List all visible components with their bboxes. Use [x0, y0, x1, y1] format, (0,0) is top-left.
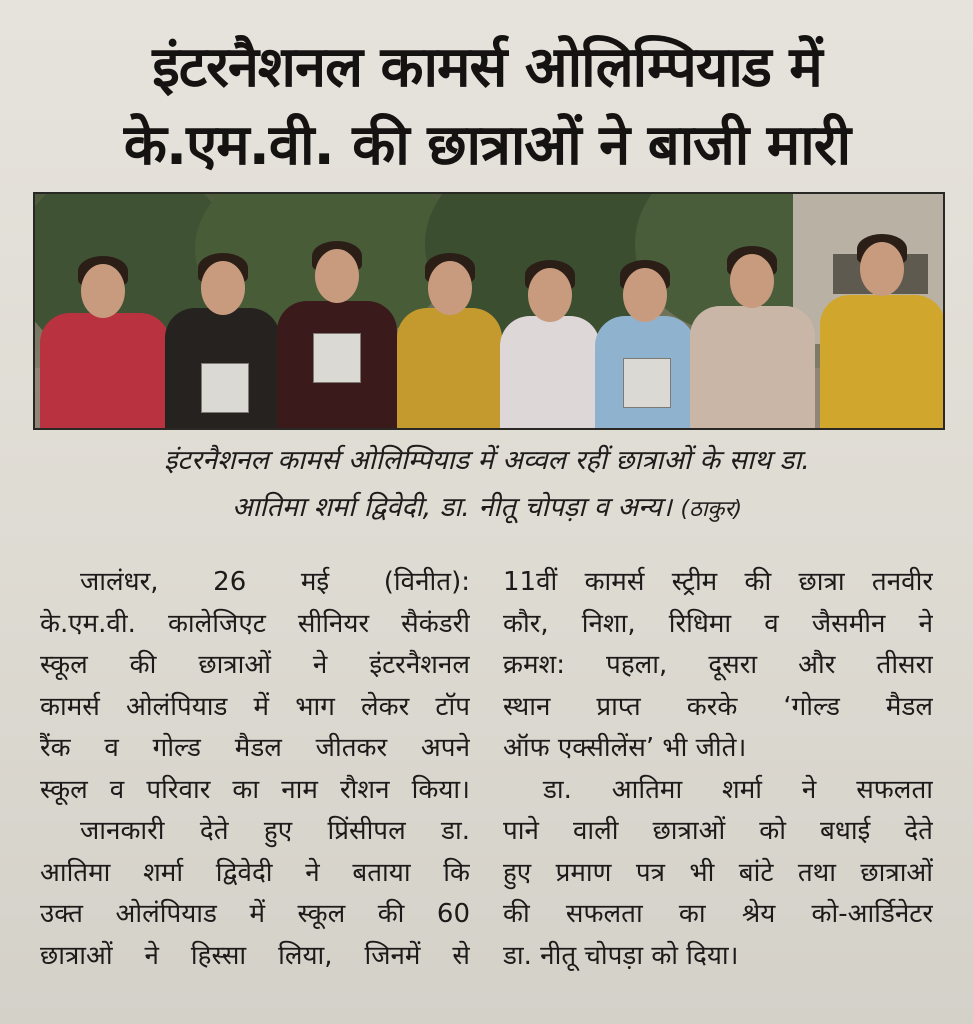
article-line: डा. आतिमा शर्मा ने सफलता — [543, 774, 933, 805]
article-line: छात्राओं ने हिस्सा लिया, जिनमें से — [40, 940, 470, 971]
article-line: जानकारी देते हुए प्रिंसीपल डा. — [80, 816, 470, 846]
person-8 — [820, 210, 945, 428]
article-line: 11वीं कामर्स स्ट्रीम की छात्रा तनवीर — [503, 567, 933, 597]
article-line: उक्त ओलंपियाड में स्कूल की 60 — [40, 899, 470, 929]
certificate — [201, 363, 249, 413]
article-line: डा. नीतू चोपड़ा को दिया। — [503, 940, 739, 971]
article-line: रैंक व गोल्ड मैडल जीतकर अपने — [40, 733, 470, 763]
article-line: पाने वाली छात्राओं को बधाई देते — [503, 816, 933, 846]
article-column-left — [40, 562, 470, 977]
article-line: आतिमा शर्मा द्विवेदी ने बताया कि — [40, 857, 470, 888]
article-line: कामर्स ओलंपियाड में भाग लेकर टॉप — [40, 691, 470, 722]
article-line: स्कूल व परिवार का नाम रौशन किया। — [40, 774, 470, 805]
article-line: की सफलता का श्रेय को-आर्डिनेटर — [503, 899, 933, 929]
article-line: स्थान प्राप्त करके ‘गोल्ड मैडल — [503, 691, 933, 722]
person-4 — [397, 223, 502, 428]
person-3 — [277, 213, 397, 428]
headline-line-1: इंटरनैशनल कामर्स ओलिम्पियाड में — [152, 35, 822, 100]
headline-line-2: के.एम.वी. की छात्राओं ने बाजी मारी — [123, 113, 851, 178]
person-5 — [500, 228, 600, 428]
group-photo — [33, 192, 945, 430]
article-column-right — [503, 562, 933, 977]
photo-credit: (ठाकुर) — [680, 497, 743, 522]
person-2 — [165, 223, 280, 428]
person-1 — [40, 228, 170, 428]
article-line: ऑफ एक्सीलेंस’ भी जीते। — [503, 733, 747, 763]
person-7 — [690, 218, 815, 428]
article-line: जालंधर, 26 मई (विनीत): — [80, 567, 470, 597]
person-6 — [595, 228, 695, 428]
photo-caption-line-1: इंटरनैशनल कामर्स ओलिम्पियाड में अव्वल रहीं छात्राओं के साथ डा. — [164, 445, 810, 476]
photo-caption-line-2 — [22, 494, 952, 521]
article-line: स्कूल की छात्राओं ने इंटरनैशनल — [40, 650, 470, 680]
article-line: के.एम.वी. कालेजिएट सीनियर सैकंडरी — [40, 608, 470, 639]
article-line: हुए प्रमाण पत्र भी बांटे तथा छात्राओं — [503, 857, 933, 888]
article-line: क्रमश: पहला, दूसरा और तीसरा — [503, 650, 933, 680]
photo-caption-text: आतिमा शर्मा द्विवेदी, डा. नीतू चोपड़ा व अन्य। — [231, 492, 672, 523]
certificate — [313, 333, 361, 383]
certificate — [623, 358, 671, 408]
article-line: कौर, निशा, रिधिमा व जैसमीन ने — [503, 608, 933, 639]
